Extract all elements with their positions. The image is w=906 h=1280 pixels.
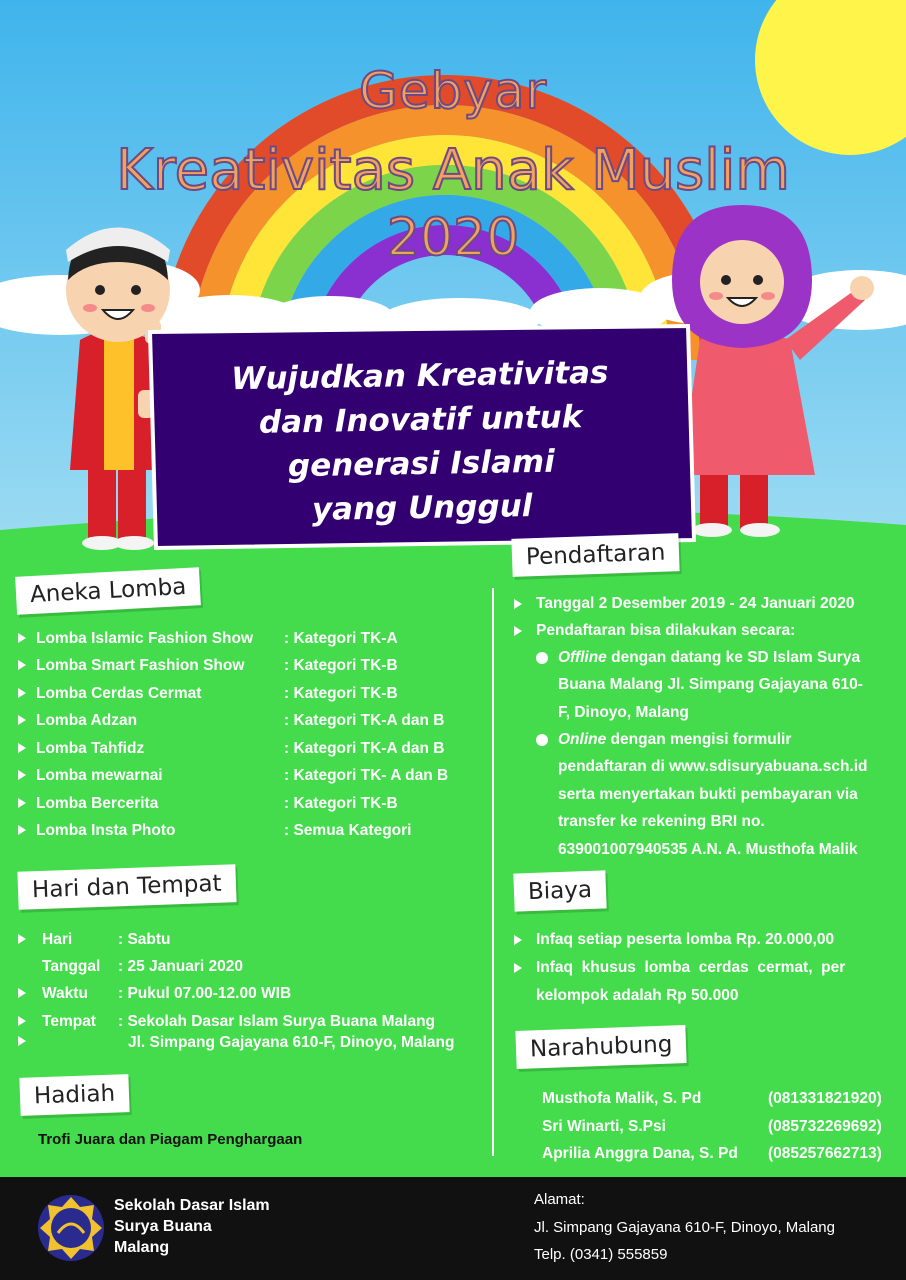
lomba-category: : Kategori TK- A dan B xyxy=(284,767,449,784)
phone: Telp. (0341) 555859 xyxy=(534,1246,668,1263)
title-year: 2020 xyxy=(386,208,520,268)
online-text: 639001007940535 A.N. A. Musthofa Malik xyxy=(558,841,858,858)
online-text: pendaftaran di www.sdisuryabuana.sch.id xyxy=(558,758,868,775)
pendaftaran-heading: Pendaftaran xyxy=(511,533,680,577)
bullet-icon xyxy=(18,934,26,944)
tempat-value: : Sekolah Dasar Islam Surya Buana Malang xyxy=(118,1013,436,1030)
bullet-icon xyxy=(514,626,522,636)
lomba-name: Lomba mewarnai xyxy=(36,767,163,784)
bullet-icon xyxy=(18,770,26,780)
lomba-category: : Semua Kategori xyxy=(284,822,412,839)
offline-text: Buana Malang Jl. Simpang Gajayana 610- xyxy=(558,676,863,693)
bullet-icon xyxy=(18,743,26,753)
tempat-address: Jl. Simpang Gajayana 610-F, Dinoyo, Malang xyxy=(128,1034,455,1051)
hari-tempat-heading: Hari dan Tempat xyxy=(17,864,236,910)
biaya-heading: Biaya xyxy=(513,870,606,911)
narahubung-heading: Narahubung xyxy=(515,1025,687,1069)
circle-bullet-icon xyxy=(536,652,548,664)
lomba-category: : Kategori TK-A dan B xyxy=(284,712,445,729)
offline-line xyxy=(558,649,860,667)
lomba-name: Lomba Smart Fashion Show xyxy=(36,657,245,674)
biaya-item: Infaq setiap peserta lomba Rp. 20.000,00 xyxy=(536,931,835,948)
title-main: Kreativitas Anak Muslim xyxy=(116,138,790,203)
hari-label: Hari xyxy=(42,931,73,948)
offline-text: dengan datang ke SD Islam Surya xyxy=(611,649,861,666)
lomba-name: Lomba Bercerita xyxy=(36,795,159,812)
bullet-icon xyxy=(18,988,26,998)
bullet-icon xyxy=(514,963,522,973)
tanggal-label: Tanggal xyxy=(42,958,101,975)
contact-name: Aprilia Anggra Dana, S. Pd xyxy=(542,1145,738,1162)
lomba-category: : Kategori TK-A xyxy=(284,630,398,647)
contact-name: Sri Winarti, S.Psi xyxy=(542,1118,666,1135)
offline-label: Offline xyxy=(558,649,607,666)
pendaftaran-date: Tanggal 2 Desember 2019 - 24 Januari 2020 xyxy=(536,595,855,612)
lomba-name: Lomba Insta Photo xyxy=(36,822,176,839)
lomba-name: Lomba Tahfidz xyxy=(36,740,145,757)
bullet-icon xyxy=(18,715,26,725)
bullet-icon xyxy=(514,599,522,609)
bullet-icon xyxy=(18,688,26,698)
banner-line: generasi Islami xyxy=(287,443,556,485)
offline-text: F, Dinoyo, Malang xyxy=(558,704,689,721)
online-line xyxy=(558,731,791,749)
banner-slogan xyxy=(150,337,691,546)
contact-phone: (085732269692) xyxy=(768,1118,882,1135)
hadiah-text: Trofi Juara dan Piagam Penghargaan xyxy=(38,1131,303,1148)
online-label: Online xyxy=(558,731,607,748)
waktu-value: : Pukul 07.00-12.00 WIB xyxy=(118,985,292,1002)
bullet-icon xyxy=(18,633,26,643)
biaya-item: Infaq khusus lomba cerdas cermat, per xyxy=(536,959,846,976)
contact-phone: (085257662713) xyxy=(768,1145,882,1162)
bullet-icon xyxy=(18,1036,26,1046)
lomba-category: : Kategori TK-A dan B xyxy=(284,740,445,757)
pendaftaran-method: Pendaftaran bisa dilakukan secara: xyxy=(536,622,796,639)
title-gebyar: Gebyar xyxy=(358,62,548,120)
footer xyxy=(0,1177,906,1280)
bullet-icon xyxy=(18,798,26,808)
school-name: Surya Buana xyxy=(114,1218,212,1235)
biaya-item: kelompok adalah Rp 50.000 xyxy=(536,987,739,1004)
address: Jl. Simpang Gajayana 610-F, Dinoyo, Malang xyxy=(534,1219,835,1236)
online-text: transfer ke rekening BRI no. xyxy=(558,813,765,830)
tempat-label: Tempat xyxy=(42,1013,96,1030)
online-text: dengan mengisi formulir xyxy=(610,731,792,748)
lomba-category: : Kategori TK-B xyxy=(284,657,398,674)
online-text: serta menyertakan bukti pembayaran via xyxy=(558,786,858,803)
contact-name: Musthofa Malik, S. Pd xyxy=(542,1090,702,1107)
banner-line: yang Unggul xyxy=(311,488,533,528)
school-name: Malang xyxy=(114,1239,170,1256)
school-name: Sekolah Dasar Islam xyxy=(114,1197,270,1214)
aneka-lomba-heading: Aneka Lomba xyxy=(15,567,201,615)
lomba-category: : Kategori TK-B xyxy=(284,795,398,812)
bullet-icon xyxy=(514,935,522,945)
contact-phone: (081331821920) xyxy=(768,1090,882,1107)
lomba-category: : Kategori TK-B xyxy=(284,685,398,702)
column-divider xyxy=(492,588,494,1156)
bullet-icon xyxy=(18,825,26,835)
bullet-icon xyxy=(18,660,26,670)
banner-line: dan Inovatif untuk xyxy=(258,399,583,441)
hari-value: : Sabtu xyxy=(118,931,171,948)
lomba-name: Lomba Adzan xyxy=(36,712,138,729)
waktu-label: Waktu xyxy=(42,985,88,1002)
lomba-name: Lomba Cerdas Cermat xyxy=(36,685,202,702)
school-logo-icon xyxy=(36,1193,106,1263)
hadiah-heading: Hadiah xyxy=(19,1074,129,1116)
lomba-name: Lomba Islamic Fashion Show xyxy=(36,630,254,647)
bullet-icon xyxy=(18,1016,26,1026)
address-label: Alamat: xyxy=(534,1191,585,1208)
tanggal-value: : 25 Januari 2020 xyxy=(118,958,243,975)
banner-line: Wujudkan Kreativitas xyxy=(230,354,609,398)
circle-bullet-icon xyxy=(536,734,548,746)
